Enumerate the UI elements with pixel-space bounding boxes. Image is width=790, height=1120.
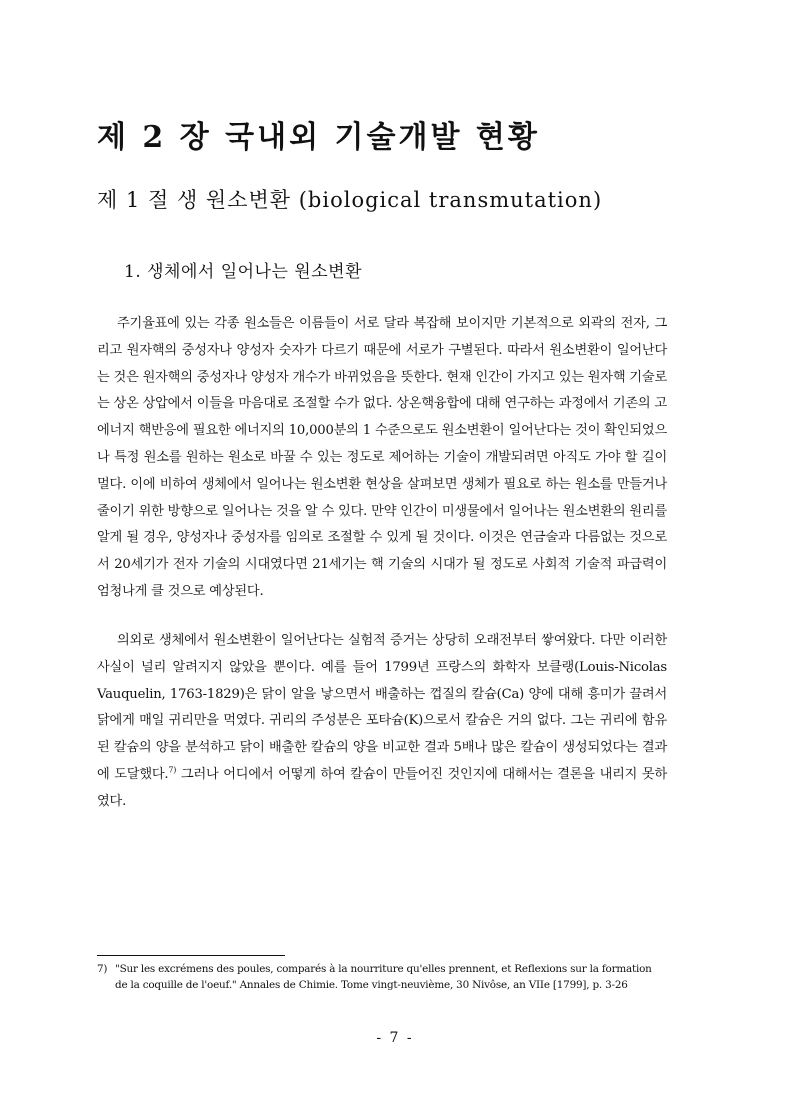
section-title: 제 1 절 생 원소변환 (biological transmutation) xyxy=(97,188,603,212)
footnote-divider xyxy=(97,955,285,956)
footnote xyxy=(97,961,663,993)
page-number: - 7 - xyxy=(376,1030,414,1046)
body-paragraph-2-tail: 그러나 어디에서 어떻게 하여 칼슘이 만들어진 것인지에 대해서는 결론을 내리지 못하였다. xyxy=(97,766,667,809)
body-paragraph-2 xyxy=(97,628,667,816)
footnote-reference[interactable]: 7) xyxy=(168,765,177,775)
subsection-title: 1. 생체에서 일어나는 원소변환 xyxy=(124,262,362,282)
body-paragraph-1: 주기율표에 있는 각종 원소들은 이름들이 서로 달라 복잡해 보이지만 기본적으로 외곽의 전자, 그리고 원자핵의 중성자나 양성자 숫자가 다르기 때문에 서로가 구별된다. 따라서 원소변환이 일어난다는 것은 원자핵의 중성자나 양성자 개수가 바뀌었음을 뜻한다. 현재 인간이 가지고 있는 원자핵 기술로는 상온 상압에서 이들을 마음대로 조절할 수가 없다. 상온핵융합에 대해 연구하는 과정에서 기존의 고에너지 핵반응에 필요한 에너지의 10,000분의 1 수준으로도 원소변환이 일어난다는 것이 확인되었으나 특정 원소를 원하는 원소로 바꿀 수 있는 정도로 제어하는 기술이 개발되려면 아직도 가야 할 길이 멀다. 이에 비하여 생체에서 일어나는 원소변환 현상을 살펴보면 생체가 필요로 하는 원소를 만들거나 줄이기 위한 방향으로 일어나는 것을 알 수 있다. 만약 인간이 미생물에서 일어나는 원소변환의 원리를 알게 될 경우, 양성자나 중성자를 임의로 조절할 수 있게 될 것이다. 이것은 연금술과 다름없는 것으로서 20세기가 전자 기술의 시대였다면 21세기는 핵 기술의 시대가 될 정도로 사회적 기술적 파급력이 엄청나게 클 것으로 예상된다. xyxy=(97,316,667,599)
chapter-title: 제 2 장 국내외 기술개발 현황 xyxy=(97,120,540,155)
footnote-marker: 7) xyxy=(97,963,108,975)
body-paragraph-2-text: 의외로 생체에서 원소변환이 일어난다는 실험적 증거는 상당히 오래전부터 쌓여왔다. 다만 이러한 사실이 널리 알려지지 않았을 뿐이다. 예를 들어 1799년 프랑스의 화학자 보클랭(Louis-Nicolas Vauquelin, 1763-1829)은 닭이 알을 낳으면서 배출하는 껍질의 칼슘(Ca) 양에 대해 흥미가 끌려서 닭에게 매일 귀리만을 먹였다. 귀리의 주성분은 포타슘(K)으로서 칼슘은 거의 없다. 그는 귀리에 함유된 칼슘의 양을 분석하고 닭이 배출한 칼슘의 양을 비교한 결과 5배나 많은 칼슘이 생성되었다는 결과에 도달했다. xyxy=(97,633,667,782)
footnote-text: "Sur les excrémens des poules, comparés à la nourriture qu'elles prennent, et Reflexions sur la formation de la coquille de l'oeuf." Annales de Chimie. Tome vingt-neuvième, 30 Nivôse, an VIIe [1799], p. 3-26 xyxy=(115,963,652,991)
